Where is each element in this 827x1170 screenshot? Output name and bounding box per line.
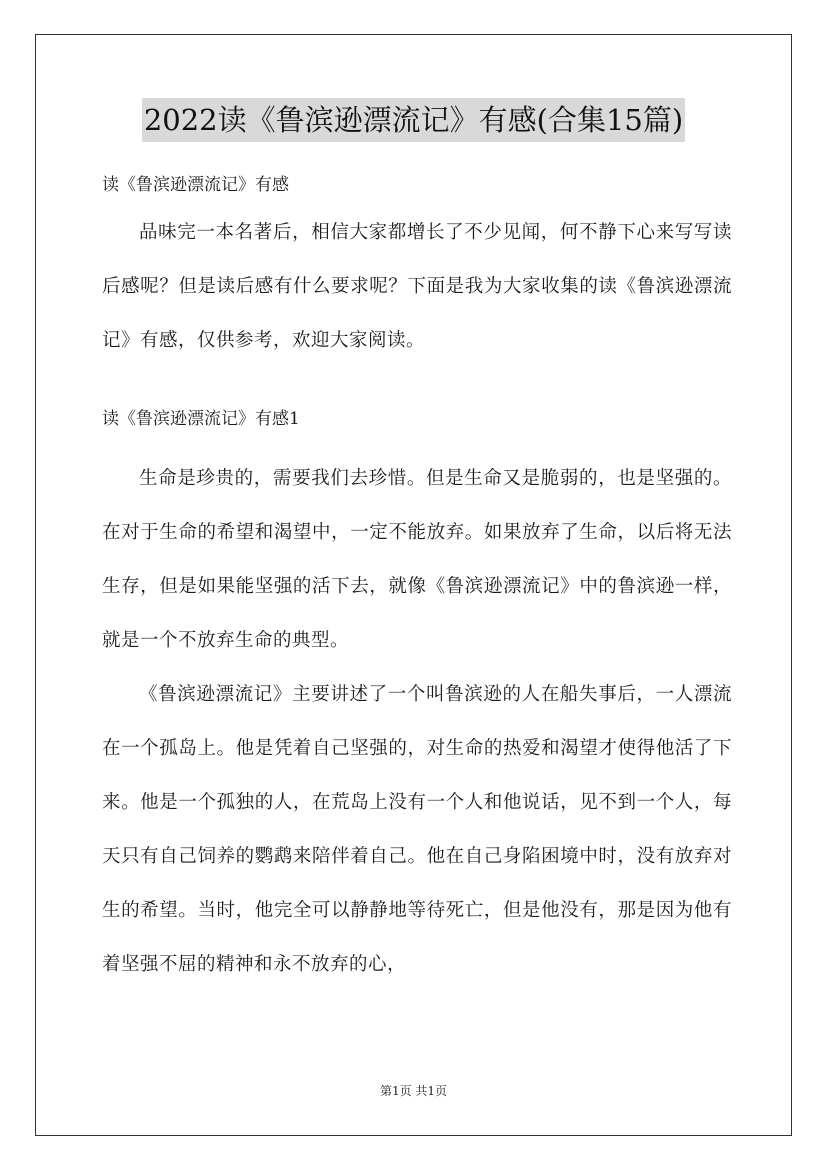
page-footer: 第1页 共1页 (379, 1084, 448, 1098)
section-1-paragraph-2: 《鲁滨逊漂流记》主要讲述了一个叫鲁滨逊的人在船失事后，一人漂流在一个孤岛上。他是凭着自己坚强的，对生命的热爱和渴望才使得他活了下来。他是一个孤独的人，在荒岛上没有一个人和他说话，见不到一个人，每天只有自己饲养的鹦鹉来陪伴着自己。他在自己身陷困境中时，没有放弃对生的希望。当时，他完全可以静静地等待死亡，但是他没有，那是因为他有着坚强不屈的精神和永不放弃的心， (102, 684, 732, 975)
intro-paragraph: 品味完一本名著后，相信大家都增长了不少见闻，何不静下心来写写读后感呢？但是读后感有什么要求呢？下面是我为大家收集的读《鲁滨逊漂流记》有感，仅供参考，欢迎大家阅读。 (102, 222, 732, 351)
section-1-paragraph-1: 生命是珍贵的，需要我们去珍惜。但是生命又是脆弱的，也是坚强的。在对于生命的希望和渴望中，一定不能放弃。如果放弃了生命，以后将无法生存，但是如果能坚强的活下去，就像《鲁滨逊漂流记》中的鲁滨逊一样，就是一个不放弃生命的典型。 (102, 468, 732, 651)
section-spacer (102, 368, 732, 404)
intro-heading: 读《鲁滨逊漂流记》有感 (102, 175, 289, 195)
section-1-heading: 读《鲁滨逊漂流记》有感1 (102, 409, 300, 429)
document-title: 2022读《鲁滨逊漂流记》有感(合集15篇) (142, 98, 685, 142)
document-body (102, 170, 732, 992)
title-container (0, 98, 827, 142)
